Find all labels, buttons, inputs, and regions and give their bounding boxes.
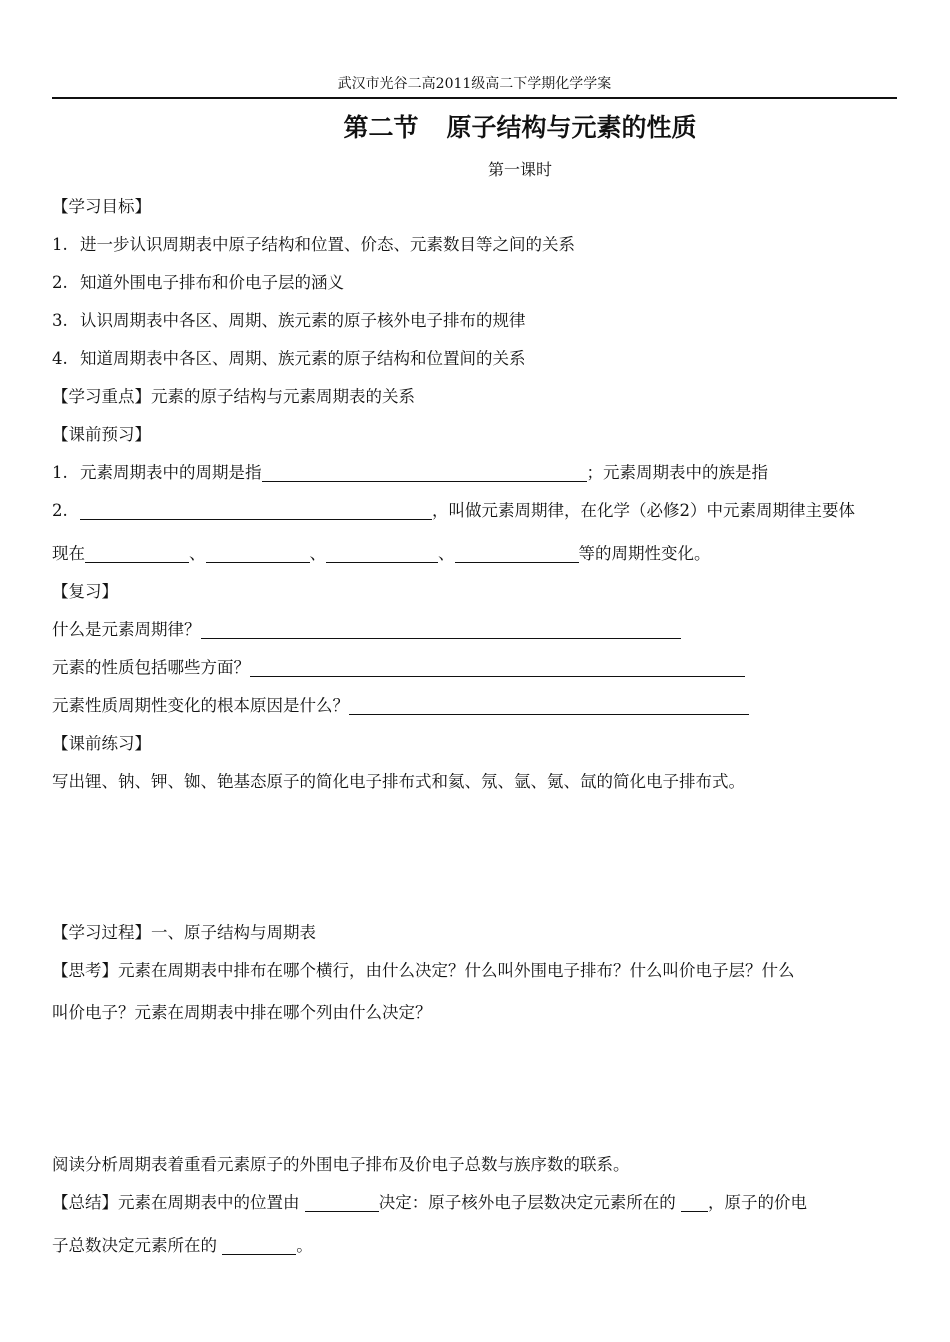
summary-text: 。 xyxy=(296,1236,313,1255)
separator: 、 xyxy=(309,544,326,563)
goal-num: 4. xyxy=(52,349,68,368)
summary-line-1 xyxy=(52,1191,807,1215)
goal-num: 1. xyxy=(52,235,68,254)
goal-num: 2. xyxy=(52,273,68,292)
answer-blank[interactable] xyxy=(262,463,587,482)
answer-blank[interactable] xyxy=(222,1236,296,1255)
answer-blank[interactable] xyxy=(305,1193,379,1212)
lesson-subtitle: 第一课时 xyxy=(487,160,552,179)
question-text: 什么是元素周期律？ xyxy=(52,620,201,639)
question-text: 等的周期性变化。 xyxy=(578,544,711,563)
process-heading xyxy=(52,921,316,945)
process-text: 一、原子结构与周期表 xyxy=(151,923,316,942)
question-text: ；元素周期表中的族是指 xyxy=(586,463,768,482)
answer-blank[interactable] xyxy=(206,544,310,563)
answer-blank[interactable] xyxy=(326,544,438,563)
question-text: 元素性质周期性变化的根本原因是什么？ xyxy=(52,696,349,715)
practice-heading: 【课前练习】 xyxy=(52,734,151,753)
question-num: 2. xyxy=(52,501,68,520)
document-header: 武汉市光谷二高2011级高二下学期化学学案 xyxy=(337,76,612,92)
goal-num: 3. xyxy=(52,311,68,330)
think-line-1 xyxy=(52,959,795,983)
key-point-text: 元素的原子结构与元素周期表的关系 xyxy=(151,387,415,406)
review-heading: 【复习】 xyxy=(52,582,118,601)
title-part1: 第二节 xyxy=(343,113,419,142)
key-point xyxy=(52,385,415,409)
preview-question-2-cont xyxy=(52,542,711,566)
question-text: 现在 xyxy=(52,544,85,563)
practice-text: 写出锂、钠、钾、铷、铯基态原子的简化电子排布式和氦、氖、氩、氪、氙的简化电子排布式。 xyxy=(52,772,745,791)
goal-item-1 xyxy=(52,233,575,257)
think-line-2: 叫价电子？元素在周期表中排在哪个列由什么决定？ xyxy=(52,1003,432,1022)
question-text: ，叫做元素周期律，在化学（必修2）中元素周期律主要体 xyxy=(432,501,855,520)
think-text: 元素在周期表中排布在哪个横行，由什么决定？什么叫外围电子排布？什么叫价电子层？什么 xyxy=(118,961,795,980)
summary-text: 子总数决定元素所在的 xyxy=(52,1236,217,1255)
summary-text: ，原子的价电 xyxy=(708,1193,807,1212)
question-num: 1. xyxy=(52,463,68,482)
title-part2: 原子结构与元素的性质 xyxy=(446,113,697,142)
section-title xyxy=(0,113,950,143)
question-text: 元素的性质包括哪些方面？ xyxy=(52,658,250,677)
separator: 、 xyxy=(189,544,206,563)
header-rule xyxy=(52,97,897,99)
answer-blank[interactable] xyxy=(80,501,432,520)
summary-text: 决定：原子核外电子层数决定元素所在的 xyxy=(378,1193,676,1212)
answer-blank[interactable] xyxy=(681,1193,708,1212)
preview-heading: 【课前预习】 xyxy=(52,425,151,444)
process-label: 【学习过程】 xyxy=(52,923,151,942)
review-question-3 xyxy=(52,694,749,718)
answer-blank[interactable] xyxy=(349,696,749,715)
goal-text: 知道外围电子排布和价电子层的涵义 xyxy=(80,273,344,292)
goal-item-3 xyxy=(52,309,526,333)
separator: 、 xyxy=(438,544,455,563)
preview-question-1 xyxy=(52,461,768,485)
goal-text: 认识周期表中各区、周期、族元素的原子核外电子排布的规律 xyxy=(80,311,526,330)
reading-instruction: 阅读分析周期表着重看元素原子的外围电子排布及价电子总数与族序数的联系。 xyxy=(52,1155,630,1174)
summary-text: 元素在周期表中的位置由 xyxy=(118,1193,300,1212)
preview-question-2 xyxy=(52,499,855,523)
question-text: 元素周期表中的周期是指 xyxy=(80,463,262,482)
think-label: 【思考】 xyxy=(52,961,118,980)
goals-heading: 【学习目标】 xyxy=(52,197,151,216)
summary-label: 【总结】 xyxy=(52,1193,118,1212)
goal-item-4 xyxy=(52,347,526,371)
key-point-label: 【学习重点】 xyxy=(52,387,151,406)
answer-blank[interactable] xyxy=(455,544,579,563)
goal-text: 知道周期表中各区、周期、族元素的原子结构和位置间的关系 xyxy=(80,349,526,368)
answer-blank[interactable] xyxy=(250,658,745,677)
answer-blank[interactable] xyxy=(201,620,681,639)
goal-text: 进一步认识周期表中原子结构和位置、价态、元素数目等之间的关系 xyxy=(80,235,575,254)
summary-line-2 xyxy=(52,1234,313,1258)
goal-item-2 xyxy=(52,271,344,295)
answer-blank[interactable] xyxy=(85,544,189,563)
review-question-2 xyxy=(52,656,745,680)
review-question-1 xyxy=(52,618,681,642)
